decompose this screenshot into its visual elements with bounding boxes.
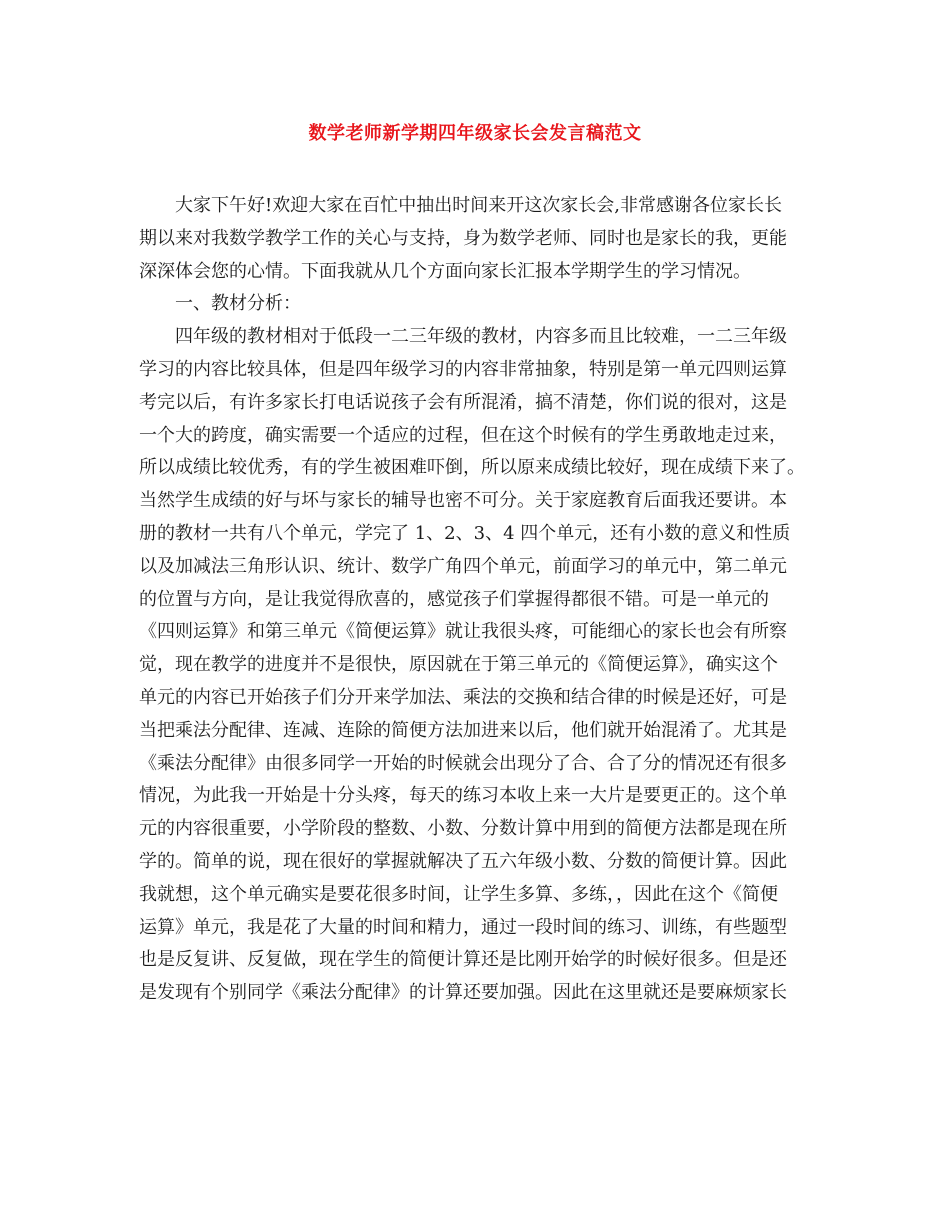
paragraph-line: 一个大的跨度，确实需要一个适应的过程，但在这个时候有的学生勇敢地走过来， <box>139 424 787 446</box>
paragraph-line: 单元的内容已开始孩子们分开来学加法、乘法的交换和结合律的时候是还好，可是 <box>139 686 787 708</box>
paragraph-line: 当然学生成绩的好与坏与家长的辅导也密不可分。关于家庭教育后面我还要讲。本 <box>139 490 787 512</box>
paragraph-line: 情况，为此我一开始是十分头疼，每天的练习本收上来一大片是要更正的。这个单 <box>139 785 787 807</box>
paragraph-line: 是发现有个别同学《乘法分配律》的计算还要加强。因此在这里就还是要麻烦家长 <box>139 982 787 1004</box>
paragraph-line: 当把乘法分配律、连减、连除的简便方法加进来以后，他们就开始混淆了。尤其是 <box>139 719 787 741</box>
paragraph-line: 觉，现在教学的进度并不是很快，原因就在于第三单元的《简便运算》，确实这个 <box>139 654 778 676</box>
paragraph-line: 元的内容很重要，小学阶段的整数、小数、分数计算中用到的简便方法都是现在所 <box>139 818 787 840</box>
document-body <box>139 190 819 1010</box>
paragraph-line: 四年级的教材相对于低段一二三年级的教材，内容多而且比较难，一二三年级 <box>175 326 787 348</box>
paragraph-line: 学习的内容比较具体，但是四年级学习的内容非常抽象，特别是第一单元四则运算 <box>139 358 787 380</box>
paragraph-line: 以及加减法三角形认识、统计、数学广角四个单元，前面学习的单元中，第二单元 <box>139 555 787 577</box>
document-title: 数学老师新学期四年级家长会发言稿范文 <box>308 123 642 144</box>
paragraph-line: 运算》单元，我是花了大量的时间和精力，通过一段时间的练习、训练，有些题型 <box>139 916 787 938</box>
paragraph-line: 深深体会您的心情。下面我就从几个方面向家长汇报本学期学生的学习情况。 <box>139 260 751 282</box>
paragraph-line: 我就想，这个单元确实是要花很多时间，让学生多算、多练，，因此在这个《简便 <box>139 883 778 905</box>
paragraph-line: 考完以后，有许多家长打电话说孩子会有所混淆，搞不清楚，你们说的很对，这是 <box>139 391 787 413</box>
paragraph-line: 的位置与方向，是让我觉得欣喜的，感觉孩子们掌握得都很不错。可是一单元的 <box>139 588 769 610</box>
section-heading: 一、教材分析： <box>175 293 301 315</box>
paragraph-line: 期以来对我数学教学工作的关心与支持，身为数学老师、同时也是家长的我，更能 <box>139 227 787 249</box>
paragraph-line: 所以成绩比较优秀，有的学生被困难吓倒，所以原来成绩比较好，现在成绩下来了。 <box>139 457 805 479</box>
paragraph-line: 也是反复讲、反复做，现在学生的简便计算还是比刚开始学的时候好很多。但是还 <box>139 949 787 971</box>
paragraph-line: 大家下午好!欢迎大家在百忙中抽出时间来开这次家长会,非常感谢各位家长长 <box>175 195 782 216</box>
paragraph-line: 学的。简单的说，现在很好的掌握就解决了五六年级小数、分数的简便计算。因此 <box>139 850 787 872</box>
paragraph-line: 《四则运算》和第三单元《简便运算》就让我很头疼，可能细心的家长也会有所察 <box>139 621 787 643</box>
paragraph-line: 《乘法分配律》由很多同学一开始的时候就会出现分了合、合了分的情况还有很多 <box>139 752 787 774</box>
paragraph-line: 册的教材一共有八个单元，学完了 1、2、3、4 四个单元，还有小数的意义和性质 <box>139 522 791 544</box>
